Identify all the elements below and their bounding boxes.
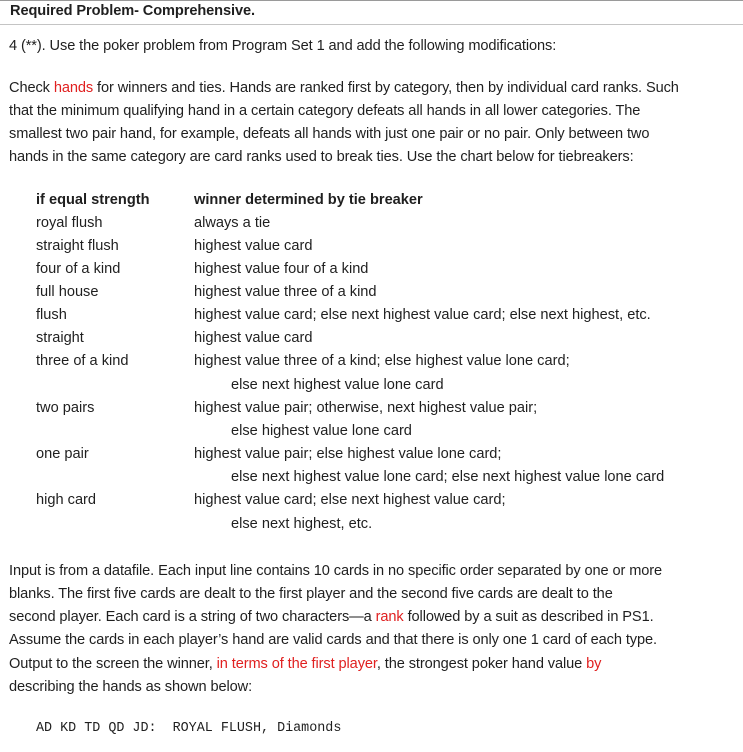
rule-one-pair: highest value pair; else highest value lone card; bbox=[194, 446, 502, 462]
heading-divider bbox=[0, 24, 743, 25]
rule-high-card-cont: else next highest, etc. bbox=[231, 516, 373, 532]
para2-line4: Assume the cards in each player’s hand are valid cards and that there is only one 1 card of each type. bbox=[9, 632, 657, 648]
para1-line1-post: for winners and ties. Hands are ranked first by category, then by individual card ranks. Such bbox=[93, 80, 679, 96]
para1-line1-pre: Check bbox=[9, 80, 54, 96]
para2-line3-pre: second player. Each card is a string of two characters—a bbox=[9, 609, 376, 625]
rule-two-pairs: highest value pair; otherwise, next highest value pair; bbox=[194, 400, 538, 416]
problem-intro: 4 (**). Use the poker problem from Program Set 1 and add the following modifications: bbox=[9, 38, 557, 54]
para1-line1 bbox=[9, 80, 679, 96]
para1-line2: that the minimum qualifying hand in a certain category defeats all hands in all lower categories. The bbox=[9, 103, 641, 119]
para2-line5-pre: Output to the screen the winner, bbox=[9, 656, 217, 672]
first-player-highlight: in terms of the first player bbox=[216, 656, 377, 672]
para2-line6: describing the hands as shown below: bbox=[9, 679, 253, 695]
example-output: AD KD TD QD JD: ROYAL FLUSH, Diamonds bbox=[36, 721, 342, 736]
hand-four-of-a-kind: four of a kind bbox=[36, 261, 121, 277]
hand-straight-flush: straight flush bbox=[36, 238, 119, 254]
para2-line2: blanks. The first five cards are dealt to the first player and the second five cards are dealt to the bbox=[9, 586, 613, 602]
hand-full-house: full house bbox=[36, 284, 99, 300]
para2-line1: Input is from a datafile. Each input line contains 10 cards in no specific order separated by one or more bbox=[9, 563, 663, 579]
rule-two-pairs-cont: else highest value lone card bbox=[231, 423, 412, 439]
rule-four-of-a-kind: highest value four of a kind bbox=[194, 261, 369, 277]
hand-straight: straight bbox=[36, 330, 84, 346]
para2-line3 bbox=[9, 609, 654, 625]
hand-two-pairs: two pairs bbox=[36, 400, 95, 416]
table-header-tiebreaker: winner determined by tie breaker bbox=[194, 192, 423, 208]
para1-line4: hands in the same category are card ranks used to break ties. Use the chart below for tiebreakers: bbox=[9, 149, 634, 165]
rule-three-of-a-kind: highest value three of a kind; else highest value lone card; bbox=[194, 353, 570, 369]
by-highlight: by bbox=[586, 656, 602, 672]
rule-three-of-a-kind-cont: else next highest value lone card bbox=[231, 377, 444, 393]
rule-one-pair-cont: else next highest value lone card; else next highest value lone card bbox=[231, 469, 665, 485]
para1-line3: smallest two pair hand, for example, defeats all hands with just one pair or no pair. Only between two bbox=[9, 126, 650, 142]
hand-royal-flush: royal flush bbox=[36, 215, 103, 231]
rule-flush: highest value card; else next highest value card; else next highest, etc. bbox=[194, 307, 651, 323]
table-header-strength: if equal strength bbox=[36, 192, 150, 208]
hand-flush: flush bbox=[36, 307, 67, 323]
top-border bbox=[0, 0, 743, 1]
rule-royal-flush: always a tie bbox=[194, 215, 271, 231]
hand-one-pair: one pair bbox=[36, 446, 89, 462]
hand-high-card: high card bbox=[36, 492, 97, 508]
hands-highlight: hands bbox=[53, 80, 94, 96]
hand-three-of-a-kind: three of a kind bbox=[36, 353, 129, 369]
rule-full-house: highest value three of a kind bbox=[194, 284, 377, 300]
para2-line5-mid: , the strongest poker hand value bbox=[376, 656, 587, 672]
para2-line5 bbox=[9, 656, 601, 672]
section-heading: Required Problem- Comprehensive. bbox=[10, 3, 255, 19]
rule-high-card: highest value card; else next highest value card; bbox=[194, 492, 506, 508]
rule-straight-flush: highest value card bbox=[194, 238, 313, 254]
para2-line3-post: followed by a suit as described in PS1. bbox=[403, 609, 654, 625]
rule-straight: highest value card bbox=[194, 330, 313, 346]
rank-highlight: rank bbox=[375, 609, 404, 625]
